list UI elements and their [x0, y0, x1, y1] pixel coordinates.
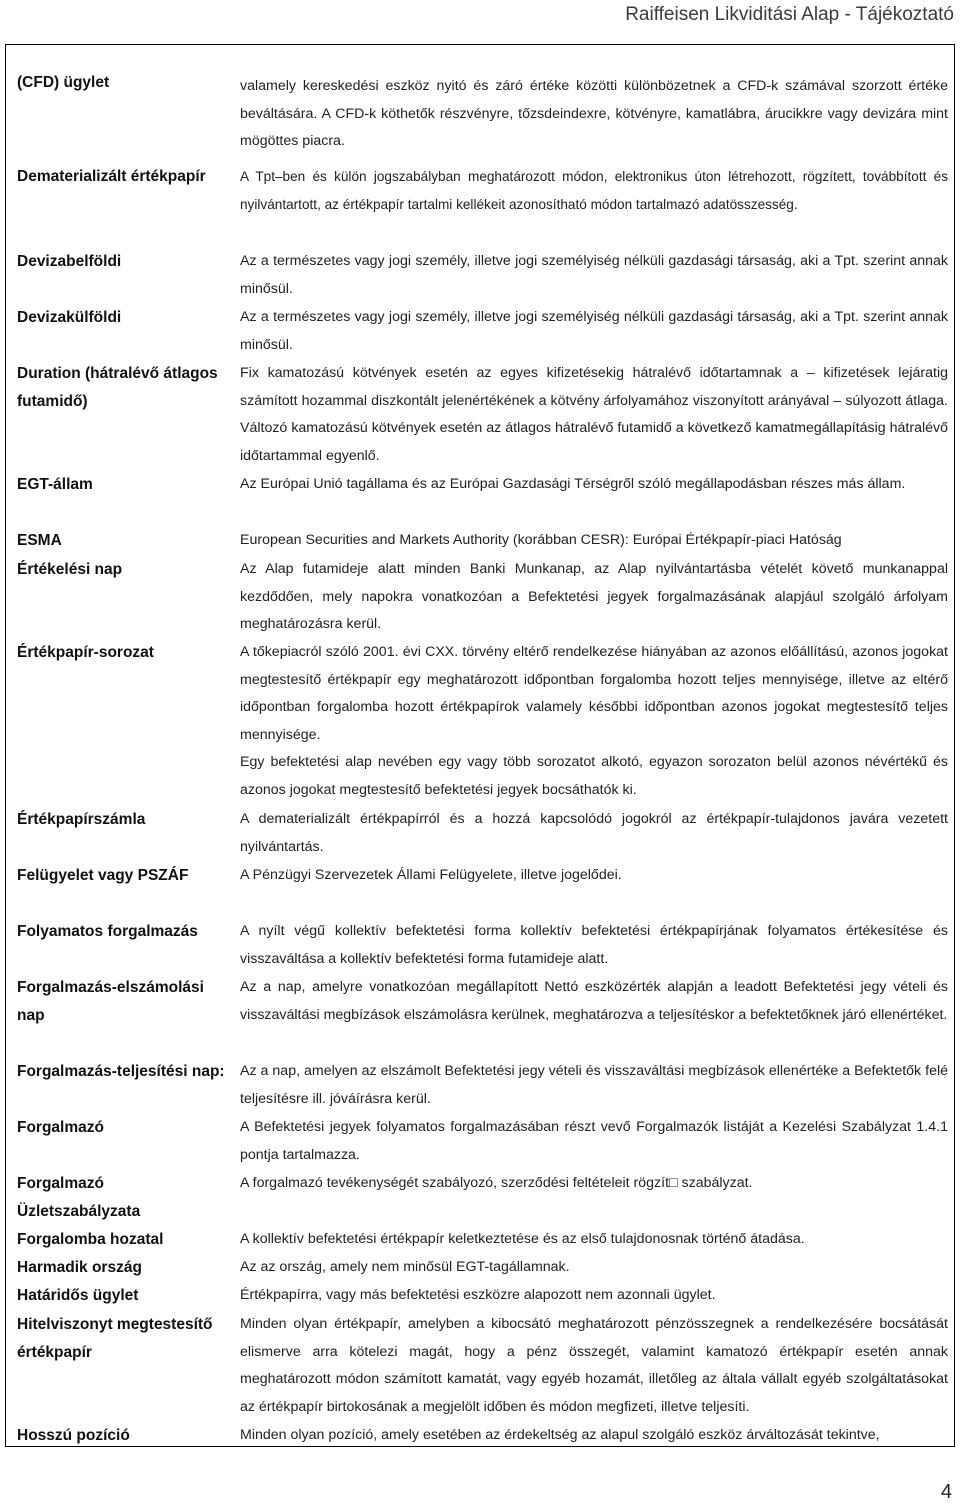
glossary-definition: Minden olyan pozíció, amely esetében az érdekeltség az alapul szolgáló eszköz árváltozását tekintve,: [240, 1427, 880, 1443]
glossary-term: Hosszú pozíció: [17, 1427, 130, 1444]
glossary-definition: A Tpt–ben és külön jogszabályban meghatározott módon, elektronikus úton létrehozott, rögzített, továbbított és nyilvántartott, az értékpapír tartalmi kellékeit azonosítható módon tartalmazó adatösszesség.: [240, 169, 948, 212]
glossary-definition: Az a nap, amelyen az elszámolt Befektetési jegy vételi és visszaváltási megbízások ellenértéke a Befektetők felé teljesítésre ill. jóváírásra kerül.: [240, 1063, 948, 1107]
glossary-term: Határidős ügylet: [17, 1287, 139, 1304]
glossary-definition: Az a természetes vagy jogi személy, illetve jogi személyiség nélküli gazdasági társaság, aki a Tpt. szerint annak minősül.: [240, 253, 948, 297]
glossary-term: Értékpapírszámla: [17, 811, 146, 828]
glossary-definition: Fix kamatozású kötvények esetén az egyes kifizetésekig hátralévő időtartamnak a – kifizetések lejáratig számított hozammal diszkontált jelenértékének a kötvény árfolyamához viszonyított arányával – súlyozott átlaga. Változó kamatozású kötvények esetén az átlagos hátralévő futamidő a következő kamatmegállapításig hátralévő időtartammal egyenlő.: [240, 365, 948, 464]
page-number: 4: [940, 1481, 952, 1503]
glossary-term: Forgalmazás-elszámolási nap: [17, 979, 204, 1024]
glossary-definition: A dematerializált értékpapírról és a hozzá kapcsolódó jogokról az értékpapír-tulajdonos javára vezetett nyilvántartás.: [240, 811, 948, 855]
glossary-term: Értékelési nap: [17, 561, 123, 578]
page-header: Raiffeisen Likviditási Alap - Tájékoztató: [625, 4, 954, 25]
glossary-term: Dematerializált értékpapír: [17, 168, 206, 185]
glossary-term: Forgalomba hozatal: [17, 1231, 164, 1248]
glossary-term: Értékpapír-sorozat: [17, 644, 154, 661]
glossary-term: Felügyelet vagy PSZÁF: [17, 867, 189, 884]
glossary-definition: A nyílt végű kollektív befektetési forma kollektív befektetési értékpapírjának folyamatos értékesítése és visszaváltása a kollektív befektetési forma futamideje alatt.: [240, 923, 948, 967]
glossary-term: (CFD) ügylet: [17, 74, 110, 91]
glossary-definition: valamely kereskedési eszköz nyitó és záró értéke közötti különbözetnek a CFD-k számával szorzott értéke beváltására. A CFD-k köthetők részvényre, tőzsdeindexre, kötvényre, kamatlábra, árucikkre vagy devizára mint mögöttes piacra.: [240, 78, 948, 149]
glossary-term: Devizabelföldi: [17, 253, 122, 270]
glossary-term: Devizakülföldi: [17, 309, 122, 326]
glossary-definition: Az az ország, amely nem minősül EGT-tagállamnak.: [240, 1259, 570, 1275]
glossary-definition: Értékpapírra, vagy más befektetési eszközre alapozott nem azonnali ügylet.: [240, 1287, 716, 1303]
glossary-term: Duration (hátralévő átlagos futamidő): [17, 365, 218, 410]
glossary-definition: Az Alap futamideje alatt minden Banki Munkanap, az Alap nyilvántartásba vételét követő munkanappal kezdődően, mely napokra vonatkozóan a Befektetési jegyek forgalmazásának alapjául szolgáló árfolyam meghatározásra kerül.: [240, 561, 948, 632]
glossary-term: Forgalmazó Üzletszabályzata: [17, 1175, 141, 1220]
glossary-term: Folyamatos forgalmazás: [17, 923, 198, 940]
glossary-definition: A kollektív befektetési értékpapír keletkeztetése és az első tulajdonosnak történő átadása.: [240, 1231, 805, 1247]
glossary-term: Forgalmazás-teljesítési nap:: [17, 1063, 225, 1080]
glossary-definition: Az a természetes vagy jogi személy, illetve jogi személyiség nélküli gazdasági társaság, aki a Tpt. szerint annak minősül.: [240, 309, 948, 353]
glossary-definition: Az a nap, amelyre vonatkozóan megállapított Nettó eszközérték alapján a leadott Befektetési jegy vételi és visszaváltási megbízások elszámolásra kerülnek, meghatározva a teljesítéskor a befektetőknek járó ellenértéket.: [240, 979, 948, 1023]
glossary-definition: A forgalmazó tevékenységét szabályozó, szerződési feltételeit rögzít□ szabályzat.: [240, 1175, 753, 1191]
glossary-term: EGT-állam: [17, 476, 93, 493]
glossary-term: Hitelviszonyt megtestesítő értékpapír: [17, 1316, 213, 1361]
glossary-term: ESMA: [17, 532, 62, 549]
glossary-definition: A Befektetési jegyek folyamatos forgalmazásában részt vevő Forgalmazók listáját a Kezelési Szabályzat 1.4.1 pontja tartalmazza.: [240, 1119, 948, 1163]
glossary-term: Forgalmazó: [17, 1119, 104, 1136]
glossary-table: [5, 44, 955, 1447]
glossary-definition: A Pénzügyi Szervezetek Állami Felügyelete, illetve jogelődei.: [240, 867, 622, 883]
glossary-definition: A tőkepiacról szóló 2001. évi CXX. törvény eltérő rendelkezése hiányában az azonos előállítású, azonos jogokat megtestesítő értékpapír egy meghatározott időpontban forgalomba hozott teljes mennyisége, illetve az eltérő időpontban forgalomba hozott értékpapírok valamely későbbi időpontban azonos jogokat megtestesítő teljes mennyisége. Egy befektetési alap nevében egy vagy több sorozatot alkotó, egyazon sorozaton belül azonos névértékű és azonos jogokat megtestesítő befektetési jegyek bocsáthatók ki.: [240, 644, 948, 798]
glossary-definition: Minden olyan értékpapír, amelyben a kibocsátó meghatározott pénzösszegnek a rendelkezésére bocsátását elismerve arra kötelezi magát, hogy a pénz összegét, valamint kamatozó értékpapír esetén annak meghatározott módon számított kamatát, vagy egyéb hozamát, illetőleg az általa vállalt egyéb szolgáltatásokat az értékpapír birtokosának a megjelölt időben és módon megfizeti, illetve teljesíti.: [240, 1316, 948, 1415]
glossary-term: Harmadik ország: [17, 1259, 142, 1276]
glossary-definition: Az Európai Unió tagállama és az Európai Gazdasági Térségről szóló megállapodásban részes más állam.: [240, 476, 906, 492]
glossary-definition: European Securities and Markets Authority (korábban CESR): Európai Értékpapír-piaci Hatóság: [240, 532, 842, 548]
